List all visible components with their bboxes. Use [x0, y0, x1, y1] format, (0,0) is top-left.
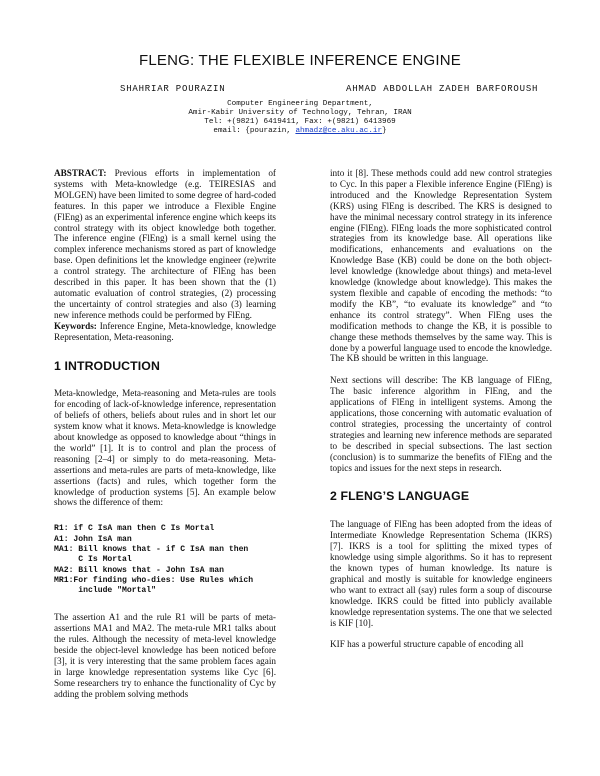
code-example	[54, 524, 276, 596]
affiliation-block	[0, 100, 600, 136]
intro-paragraph-3: into it [8]. These methods could add new control strategies to Cyc. In this paper a Flexible inference Engine (FlEng) is introduced and the Knowledge Representation System (KRS) using FlEng is described. The KRS is designed to have the minimal necessary control strategy in its inference engine (FlEng). FlEng loads the more sophisticated control strategies from its knowledge base. All operations like modifications, enhancements and evaluations on the Knowledge Base (KB) could be done on the both object-level knowledge (knowledge about things) and meta-level knowledge (knowledge about knowledge). This makes the system flexible and capable of encoding the methods: “to modify the KB”, “to evaluate its knowledge” and “to enhance its control strategy”. When FlEng uses the modification methods to change the KB, it is possible to change these methods themselves by the same way. This is done by a powerful language used to encode the knowledge. The KB should be written in this language.	[330, 168, 552, 364]
code-line: C Is Mortal	[54, 555, 132, 565]
abstract-label: ABSTRACT:	[54, 168, 107, 178]
intro-paragraph-4: Next sections will describe: The KB language of FlEng, The basic inference algorithm in FlEng, and the applications of FlEng in intelligent systems. Among the applications, those concerning with automatic evaluation of control strategies, processing the uncertainty of control strategies and learning new inference methods are separated to be described in special subsections. The last section (conclusion) is to summarize the benefits of FlEng and the topics and issues for the next steps in research.	[330, 375, 552, 473]
left-column	[54, 168, 276, 711]
intro-paragraph-2: The assertion A1 and the rule R1 will be parts of meta-assertions MA1 and MA2. The meta-rule MR1 talks about the rules. Although the necessity of meta-level knowledge beside the object-level knowledge has been noticed before [3], it is very interesting that the same problem faces again in large knowledge representation systems like Cyc [6]. Some researchers try to enhance the functionality of Cyc by adding the problem solving methods	[54, 612, 276, 699]
email-suffix: }	[382, 127, 387, 135]
affiliation-department: Computer Engineering Department,	[227, 100, 373, 108]
section-heading-introduction: 1 INTRODUCTION	[54, 358, 160, 373]
affiliation-email	[0, 127, 600, 136]
author-1: SHAHRIAR POURAZIN	[120, 84, 226, 94]
author-2: AHMAD ABDOLLAH ZADEH BARFOROUSH	[346, 84, 539, 94]
paper-title: FLENG: THE FLEXIBLE INFERENCE ENGINE	[139, 52, 461, 69]
right-column	[330, 168, 552, 661]
affiliation-university: Amir-Kabir University of Technology, Tehran, IRAN	[188, 109, 412, 117]
code-line: MA1: Bill knows that - if C IsA man then	[54, 544, 249, 554]
keywords-paragraph	[54, 321, 276, 343]
code-line: R1: if C IsA man then C Is Mortal	[54, 524, 215, 534]
email-link[interactable]: ahmadz@ce.aku.ac.ir	[295, 127, 383, 135]
intro-paragraph-1: Meta-knowledge, Meta-reasoning and Meta-rules are tools for encoding of lack-of-knowledge inference, representation of beliefs of others, beliefs about rules and in short let our system know what it knows. Meta-knowledge is knowledge about knowledge as opposed to knowledge about “things in the world” [1]. It is to control and plan the process of reasoning [2–4] or simply to do meta-reasoning. Meta-assertions and meta-rules are parts of meta-knowledge, like assertions (facts) and rules, which together form the knowledge of production systems [5]. An example below shows the difference of them:	[54, 388, 276, 508]
code-line: MA2: Bill knows that - John IsA man	[54, 565, 224, 575]
keywords-label: Keywords:	[54, 320, 97, 331]
abstract-paragraph	[54, 168, 276, 321]
affiliation-phone: Tel: +(9821) 6419411, Fax: +(9821) 6413969	[204, 118, 396, 126]
section-heading-language: 2 FLENG’S LANGUAGE	[330, 489, 470, 504]
email-prefix: email: {pourazin,	[213, 127, 296, 135]
abstract-text: Previous efforts in implementation of systems with Meta-knowledge (e.g. TEIRESIAS and MOLGEN) have been limited to some degree of hard-coded features. In this paper we introduce a Flexible Engine (FlEng) as an experimental inference engine which keeps its control strategy with its object knowledge both together. The inference engine (FlEng) is a small kernel using the complex inference mechanisms stored as part of knowledge base. Open definitions let the knowledge engineer (re)write a control strategy. The architecture of FlEng has been described in this paper. It has been shown that the (1) automatic evaluation of control strategies, (2) processing the uncertainty of control strategies and also (3) learning new inference methods could be performed by FlEng.	[54, 168, 276, 320]
code-line: A1: John IsA man	[54, 534, 132, 544]
code-line: MR1:For finding who-dies: Use Rules which	[54, 575, 254, 585]
keywords-text: Inference Engine, Meta-knowledge, knowledge Representation, Meta-reasoning.	[54, 320, 276, 342]
code-line: include "Mortal"	[54, 586, 156, 596]
language-paragraph-2: KIF has a powerful structure capable of encoding all	[330, 639, 524, 650]
language-paragraph-1: The language of FlEng has been adopted from the ideas of Intermediate Knowledge Representation Schema (IKRS) [7]. IKRS is a tool for splitting the mixed types of knowledge using simple algorithms. So it has to represent the known types of human knowledge. Its nature is graphical and mostly is suitable for knowledge engineers who want to extract all (say) rules form a soup of discourse knowledge. IKRS could be fitted into publicly available knowledge representation systems. The one that we selected is KIF [10].	[330, 519, 552, 628]
